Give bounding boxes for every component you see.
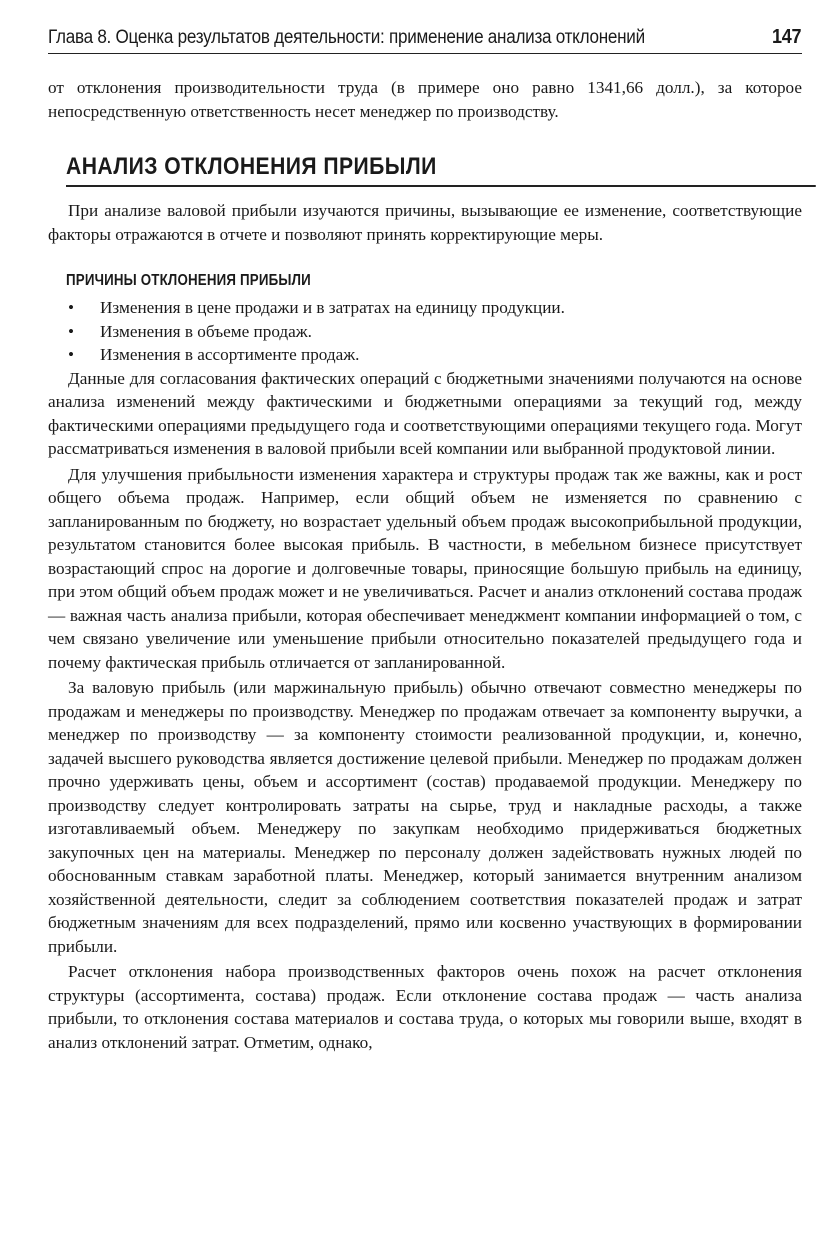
page-number: 147 — [772, 26, 802, 48]
section-heading: АНАЛИЗ ОТКЛОНЕНИЯ ПРИБЫЛИ — [66, 153, 816, 187]
list-item — [66, 320, 802, 344]
body-paragraph: Данные для согласования фактических операций с бюджетными значениями получаются на основе анализа изменений между фактическими и бюджетными операциями за текущий год, между фактическими операциями предыдущего года и соответствующими операциями текущего года. Могут рассматриваться изменения в валовой прибыли всей компании или выбранной продуктовой линии. — [48, 368, 802, 458]
section-intro: При анализе валовой прибыли изучаются причины, вызывающие ее изменение, соответствующие факторы отражаются в отчете и позволяют принять корректирующие меры. — [48, 201, 802, 244]
list-item — [66, 296, 802, 320]
body-paragraph: За валовую прибыль (или маржинальную прибыль) обычно отвечают совместно менеджеры по продажам и менеджеры по производству. Менеджер по продажам отвечает за компоненту выручки, а менеджер по производству — за компоненту стоимости реализованной продукции, и, конечно, задачей высшего руководства является достижение целевой прибыли. Менеджер по продажам должен прочно удерживать цены, объем и ассортимент (состав) продаваемой продукции. Менеджеру по производству следует контролировать затраты на сырье, труд и накладные расходы, а также изготавливаемый объем. Менеджеру по закупкам необходимо придерживаться бюджетных закупочных цен на материалы. Менеджер по персоналу должен задействовать нужных людей по обоснованным ставкам заработной платы. Менеджер, который занимается внутренним анализом хозяйственной деятельности, следит за соблюдением соответствия показателей продаж и затрат бюджетным значениям для всех подразделений, прямо или косвенно участвующих в формировании прибыли. — [48, 678, 802, 956]
book-page — [48, 26, 802, 1054]
chapter-title: Глава 8. Оценка результатов деятельности: применение анализа отклонений — [48, 27, 645, 48]
list-item — [66, 343, 802, 367]
body-paragraph: Расчет отклонения набора производственных факторов очень похож на расчет отклонения структуры (ассортимента, состава) продаж. Если отклонение состава продаж — часть анализа прибыли, то отклонения состава материалов и состава труда, о которых мы говорили выше, входят в анализ отклонений затрат. Отметим, однако, — [48, 962, 802, 1052]
list-item-text: Изменения в цене продажи и в затратах на единицу продукции. — [100, 298, 565, 317]
bullet-list — [48, 296, 802, 367]
running-header — [48, 26, 801, 53]
list-item-text: Изменения в объеме продаж. — [100, 321, 312, 341]
subsection-heading: ПРИЧИНЫ ОТКЛОНЕНИЯ ПРИБЫЛИ — [66, 272, 311, 289]
body-paragraph: Для улучшения прибыльности изменения характера и структуры продаж так же важны, как и рост общего объема продаж. Например, если общий объем не изменяется по сравнению с запланированным по бюджету, но возрастает удельный объем продаж высокоприбыльной продукции, результатом становится более высокая прибыль. В частности, в мебельном бизнесе присутствует возрастающий спрос на дорогие и долговечные товары, приносящие большую прибыль на единицу, при этом общий объем продаж может и не увеличиваться. Расчет и анализ отклонений состава продаж — важная часть анализа прибыли, которая обеспечивает менеджмент компании информацией о том, с чем связано увеличение или уменьшение прибыли относительно показателей предыдущего года и почему фактическая прибыль отличается от запланированной. — [48, 464, 802, 672]
list-item-text: Изменения в ассортименте продаж. — [100, 345, 360, 364]
bullet-icon: • — [68, 298, 75, 317]
header-rule — [48, 53, 802, 54]
bullet-icon: • — [68, 345, 75, 364]
lead-paragraph: от отклонения производительности труда (в примере оно равно 1341,66 долл.), за которое непосредственную ответственность несет менеджер по производству. — [48, 78, 802, 121]
bullet-icon: • — [68, 321, 75, 341]
